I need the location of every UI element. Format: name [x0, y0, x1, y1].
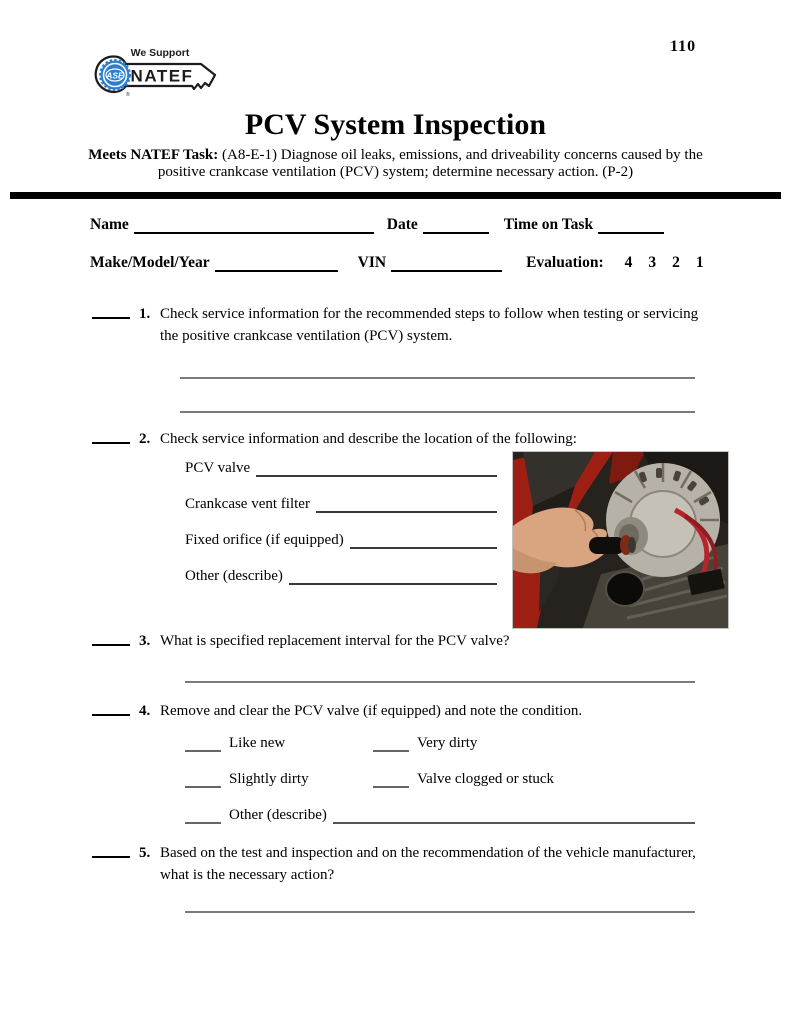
task-4-text: Remove and clear the PCV valve (if equipped) and note the condition.	[160, 703, 583, 719]
info-row-2	[90, 254, 704, 272]
very-dirty-label: Very dirty	[417, 735, 478, 751]
pcv-valve-blank	[256, 462, 497, 477]
condition-option-row-2	[185, 771, 695, 788]
make-model-year-blank	[215, 257, 338, 272]
slightly-dirty-check-blank	[185, 774, 221, 788]
task-3-answer-line	[185, 681, 695, 683]
logo-name: NATEF	[130, 66, 194, 86]
crankcase-vent-filter-field	[185, 496, 497, 513]
task-item-4	[92, 701, 705, 723]
date-blank	[423, 219, 489, 234]
evaluation-label: Evaluation:	[526, 254, 604, 271]
task-label: Meets NATEF Task:	[88, 147, 219, 163]
task-item-3	[92, 631, 705, 653]
divider-rule	[10, 192, 781, 199]
ase-logo-text: ASE	[106, 70, 124, 81]
task-4-grade-blank	[92, 701, 130, 716]
other-describe-field	[185, 568, 497, 585]
task-1-answer-line-2	[180, 411, 695, 413]
info-row-1	[90, 216, 664, 234]
other-describe-blank	[289, 570, 497, 585]
other-describe-label: Other (describe)	[185, 568, 283, 584]
date-label: Date	[386, 216, 418, 233]
task-item-2	[92, 429, 705, 451]
task-4-number: 4.	[139, 703, 151, 719]
name-label: Name	[90, 216, 129, 233]
condition-other-row	[185, 807, 695, 824]
task-1-number: 1.	[139, 306, 151, 322]
task-3-grade-blank	[92, 631, 130, 646]
time-on-task-blank	[598, 219, 664, 234]
page-title: PCV System Inspection	[244, 108, 547, 141]
like-new-check-blank	[185, 738, 221, 752]
valve-clogged-check-blank	[373, 774, 409, 788]
vin-blank	[391, 257, 502, 272]
vin-label: VIN	[357, 254, 387, 271]
valve-clogged-label: Valve clogged or stuck	[417, 771, 555, 787]
condition-other-check-blank	[185, 810, 221, 824]
registered-mark: ®	[126, 92, 130, 98]
task-item-5	[92, 843, 705, 887]
task-3-number: 3.	[139, 633, 151, 649]
task-2-number: 2.	[139, 431, 151, 447]
page-number: 110	[670, 38, 697, 55]
task-2-text: Check service information and describe the location of the following:	[160, 431, 577, 447]
slightly-dirty-label: Slightly dirty	[229, 771, 309, 787]
task-item-1	[92, 304, 705, 348]
logo-tagline: We Support	[130, 47, 190, 59]
task-1-answer-line-1	[180, 377, 695, 379]
pcv-valve-field	[185, 460, 497, 477]
like-new-label: Like new	[229, 735, 286, 751]
time-on-task-label: Time on Task	[503, 216, 594, 233]
make-model-year-label: Make/Model/Year	[90, 254, 210, 271]
condition-other-blank	[333, 810, 695, 824]
crankcase-vent-filter-label: Crankcase vent filter	[185, 496, 310, 512]
fixed-orifice-blank	[350, 534, 497, 549]
fixed-orifice-label: Fixed orifice (if equipped)	[185, 532, 344, 548]
task-5-answer-line	[185, 911, 695, 913]
condition-other-label: Other (describe)	[229, 807, 327, 823]
evaluation-value-4: 4	[624, 254, 633, 271]
task-text: (A8-E-1) Diagnose oil leaks, emissions, and driveability concerns caused by the positive crankcase ventilation (PCV) system; determine necessary action. (P-2)	[157, 147, 703, 181]
pcv-valve-photo-illustration	[513, 452, 728, 628]
task-2-grade-blank	[92, 429, 130, 444]
task-5-grade-blank	[92, 843, 130, 858]
task-5-number: 5.	[139, 845, 151, 861]
pcv-valve-label: PCV valve	[185, 460, 251, 476]
fixed-orifice-field	[185, 532, 497, 549]
task-3-text: What is specified replacement interval for the PCV valve?	[160, 633, 510, 649]
name-blank	[134, 219, 374, 234]
evaluation-value-3: 3	[648, 254, 657, 271]
crankcase-vent-filter-blank	[316, 498, 497, 513]
engine-photo	[513, 452, 728, 628]
task-5-text: Based on the test and inspection and on the recommendation of the vehicle manufacturer, what is the necessary action?	[160, 845, 696, 883]
task-statement	[68, 147, 723, 182]
condition-option-row-1	[185, 735, 695, 752]
evaluation-value-2: 2	[672, 254, 680, 271]
very-dirty-check-blank	[373, 738, 409, 752]
natef-key-logo-icon	[88, 44, 218, 102]
natef-logo	[88, 44, 218, 102]
task-1-grade-blank	[92, 304, 130, 319]
evaluation-value-1: 1	[695, 254, 704, 271]
task-1-text: Check service information for the recommended steps to follow when testing or servicing the positive crankcase ventilation (PCV) system.	[160, 306, 699, 344]
